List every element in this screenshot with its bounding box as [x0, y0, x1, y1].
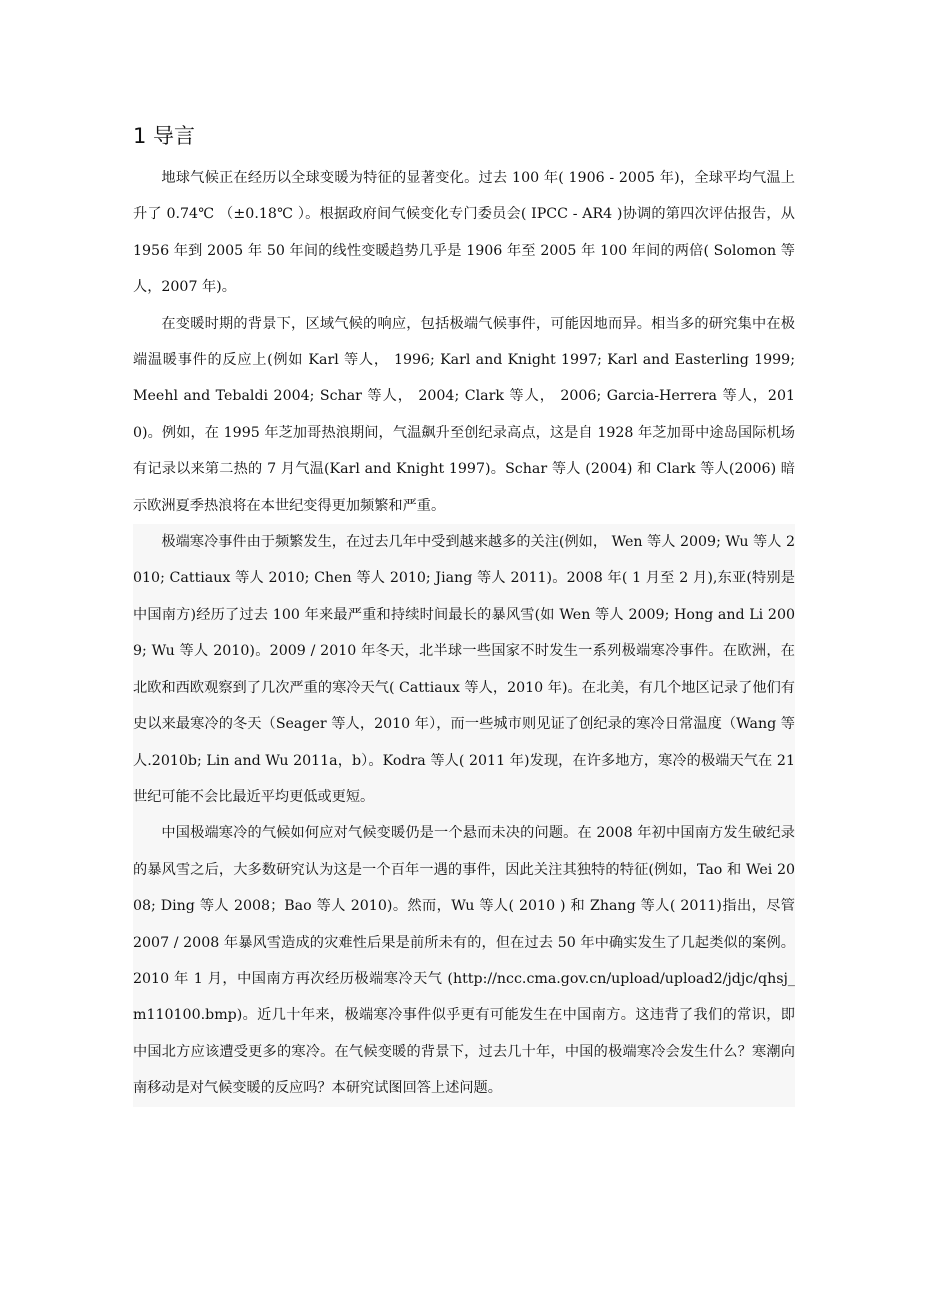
paragraph-global-warming: 地球气候正在经历以全球变暖为特征的显著变化。过去 100 年( 1906 - 2005 年)，全球平均气温上升了 0.74℃ （±0.18℃ ）。根据政府间气候变化专门委员会( IPCC - AR4 )协调的第四次评估报告，从 1956 年到 2005 年 50 年间的线性变暖趋势几乎是 1906 年至 2005 年 100 年间的两倍( Solomon 等人，2007 年)。	[133, 170, 795, 296]
paragraph-china-cold-extremes: 中国极端寒冷的气候如何应对气候变暖仍是一个悬而未决的问题。在 2008 年初中国南方发生破纪录的暴风雪之后，大多数研究认为这是一个百年一遇的事件，因此关注其独特的特征(例如，Tao 和 Wei 2008; Ding 等人 2008；Bao 等人 2010)。然而，Wu 等人( 2010 ) 和 Zhang 等人( 2011)指出，尽管 2007 / 2008 年暴风雪造成的灾难性后果是前所未有的，但在过去 50 年中确实发生了几起类似的案例。2010 年 1 月，中国南方再次经历极端寒冷天气 (http://ncc.cma.gov.cn/upload/upload2/jdjc/qhsj_m110100.bmp)。近几十年来，极端寒冷事件似乎更有可能发生在中国南方。这违背了我们的常识，即中国北方应该遭受更多的寒冷。在气候变暖的背景下，过去几十年，中国的极端寒冷会发生什么？寒潮向南移动是对气候变暖的反应吗？本研究试图回答上述问题。	[133, 815, 795, 1106]
paragraph-warm-extremes: 在变暖时期的背景下，区域气候的响应，包括极端气候事件，可能因地而异。相当多的研究集中在极端温暖事件的反应上(例如 Karl 等人， 1996; Karl and Knight 1997; Karl and Easterling 1999; Meehl and Tebaldi 2004; Schar 等人， 2004; Clark 等人， 2006; Garcia-Herrera 等人，2010)。例如，在 1995 年芝加哥热浪期间，气温飙升至创纪录高点，这是自 1928 年芝加哥中途岛国际机场有记录以来第二热的 7 月气温(Karl and Knight 1997)。Schar 等人 (2004) 和 Clark 等人(2006) 暗示欧洲夏季热浪将在本世纪变得更加频繁和严重。	[133, 315, 795, 514]
body-text	[133, 160, 795, 1107]
section-heading: 1 导言	[133, 124, 196, 148]
paragraph-cold-extremes: 极端寒冷事件由于频繁发生，在过去几年中受到越来越多的关注(例如， Wen 等人 2009; Wu 等人 2010; Cattiaux 等人 2010; Chen 等人 2010; Jiang 等人 2011)。2008 年( 1 月至 2 月),东亚(特别是中国南方)经历了过去 100 年来最严重和持续时间最长的暴风雪(如 Wen 等人 2009; Hong and Li 2009; Wu 等人 2010)。2009 / 2010 年冬天，北半球一些国家不时发生一系列极端寒冷事件。在欧洲，在北欧和西欧观察到了几次严重的寒冷天气( Cattiaux 等人，2010 年)。在北美，有几个地区记录了他们有史以来最寒冷的冬天（Seager 等人，2010 年），而一些城市则见证了创纪录的寒冷日常温度（Wang 等人.2010b; Lin and Wu 2011a，b）。Kodra 等人( 2011 年)发现，在许多地方，寒冷的极端天气在 21 世纪可能不会比最近平均更低或更短。	[133, 524, 795, 815]
